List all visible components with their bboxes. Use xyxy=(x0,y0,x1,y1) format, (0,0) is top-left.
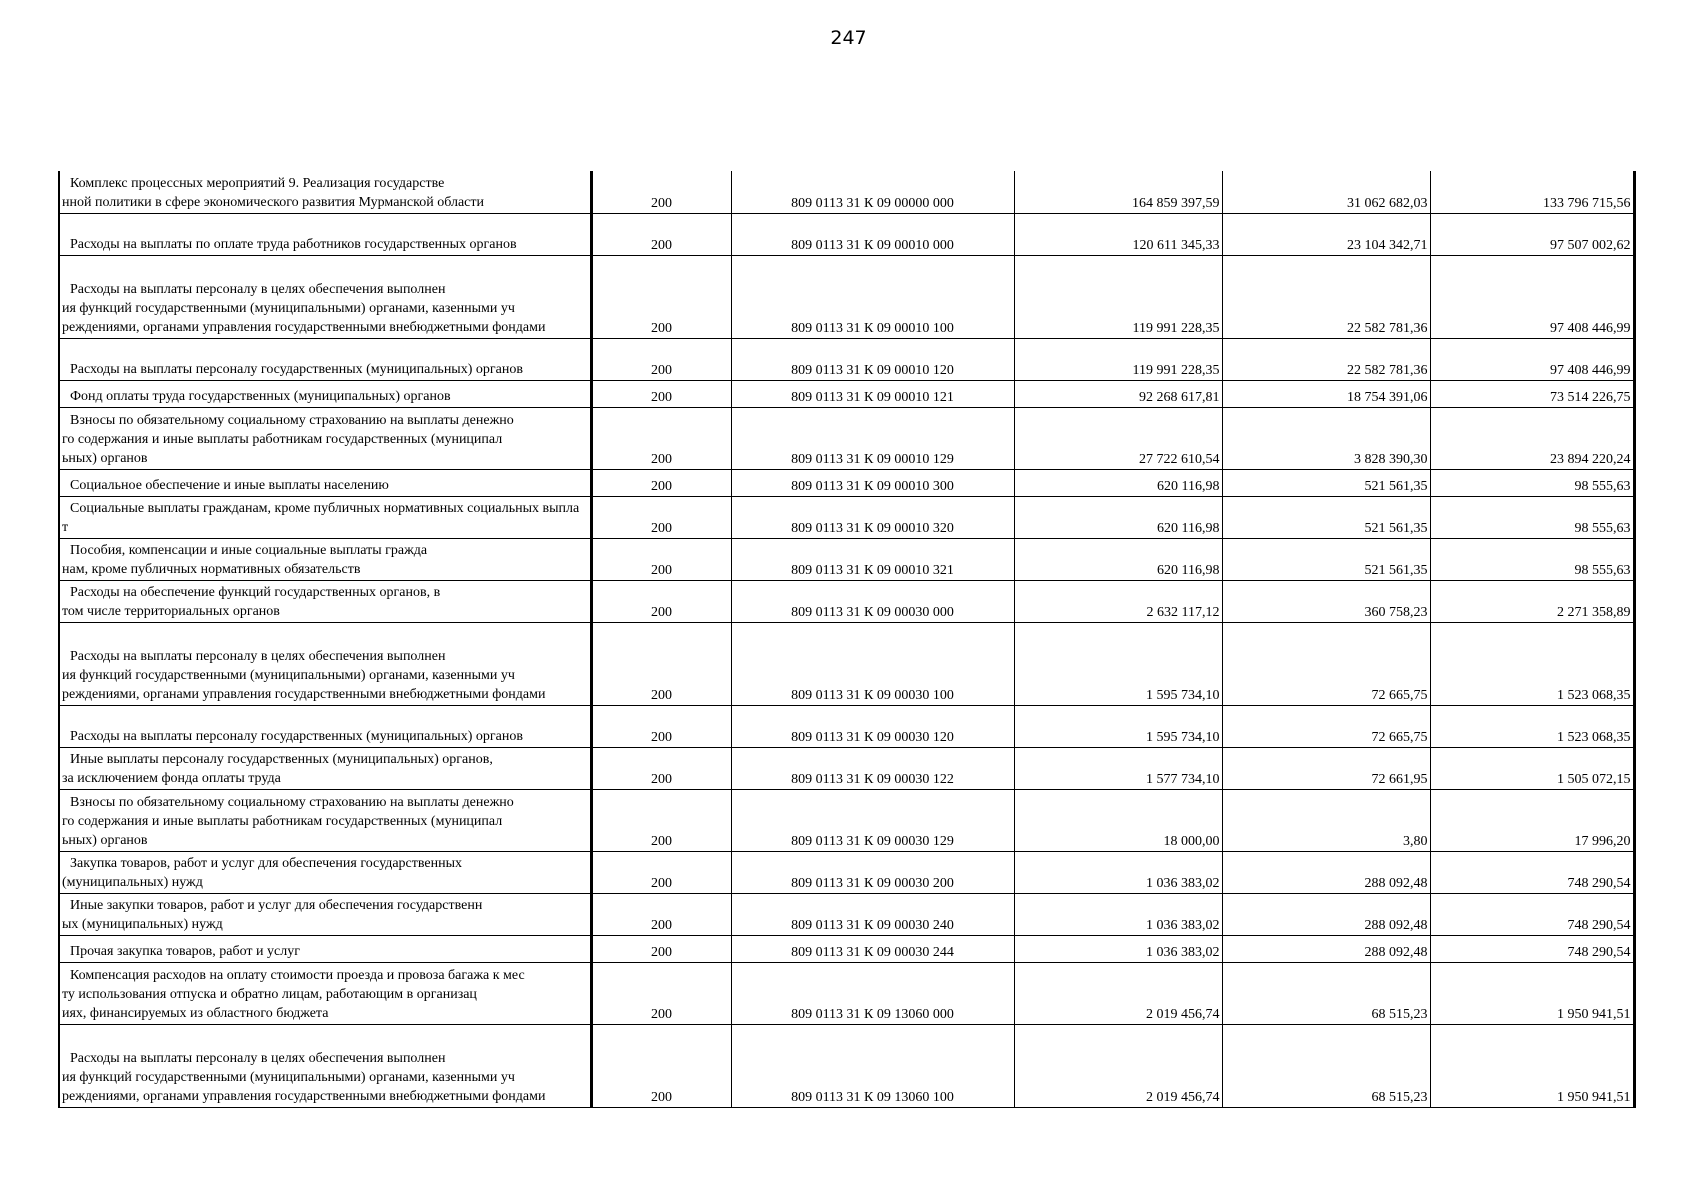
table-row xyxy=(59,705,1634,747)
admin-code: 200 xyxy=(591,962,731,1024)
executed-amount: 72 661,95 xyxy=(1222,747,1430,789)
row-name-cell xyxy=(59,935,591,962)
row-name-cell xyxy=(59,255,591,338)
budget-classification-code: 809 0113 31 К 09 00010 129 xyxy=(731,407,1014,469)
table-row xyxy=(59,789,1634,851)
unexecuted-amount: 73 514 226,75 xyxy=(1430,380,1634,407)
executed-amount: 22 582 781,36 xyxy=(1222,255,1430,338)
table-row xyxy=(59,469,1634,496)
executed-amount: 521 561,35 xyxy=(1222,469,1430,496)
row-name: Прочая закупка товаров, работ и услуг xyxy=(70,943,300,959)
unexecuted-amount: 1 950 941,51 xyxy=(1430,1024,1634,1107)
approved-amount: 1 036 383,02 xyxy=(1014,851,1222,893)
unexecuted-amount: 97 507 002,62 xyxy=(1430,213,1634,255)
row-name: Расходы на выплаты персоналу государственных (муниципальных) органов xyxy=(70,728,523,744)
unexecuted-amount: 1 950 941,51 xyxy=(1430,962,1634,1024)
page-number: 247 xyxy=(830,27,867,49)
table-row xyxy=(59,851,1634,893)
row-name-cell xyxy=(59,380,591,407)
table-row xyxy=(59,580,1634,622)
approved-amount: 119 991 228,35 xyxy=(1014,255,1222,338)
row-name: Взносы по обязательному социальному страхованию на выплаты денежно го содержания и иные выплаты работникам государственных (муниципал ьных) органов xyxy=(62,794,514,848)
admin-code: 200 xyxy=(591,407,731,469)
admin-code: 200 xyxy=(591,622,731,705)
table-row xyxy=(59,213,1634,255)
table-row xyxy=(59,935,1634,962)
table-row xyxy=(59,893,1634,935)
row-name: Расходы на выплаты по оплате труда работников государственных органов xyxy=(70,236,517,252)
row-name: Компенсация расходов на оплату стоимости проезда и провоза багажа к мес ту использования отпуска и обратно лицам, работающим в организац иях, финансируемых из областного бюджета xyxy=(62,967,525,1021)
row-name-cell xyxy=(59,496,591,538)
row-name-cell xyxy=(59,705,591,747)
unexecuted-amount: 2 271 358,89 xyxy=(1430,580,1634,622)
table-row xyxy=(59,622,1634,705)
approved-amount: 1 595 734,10 xyxy=(1014,705,1222,747)
table-row xyxy=(59,255,1634,338)
executed-amount: 3 828 390,30 xyxy=(1222,407,1430,469)
approved-amount: 92 268 617,81 xyxy=(1014,380,1222,407)
budget-classification-code: 809 0113 31 К 09 00010 000 xyxy=(731,213,1014,255)
unexecuted-amount: 1 523 068,35 xyxy=(1430,622,1634,705)
row-name-cell xyxy=(59,213,591,255)
executed-amount: 3,80 xyxy=(1222,789,1430,851)
budget-classification-code: 809 0113 31 К 09 00030 240 xyxy=(731,893,1014,935)
approved-amount: 120 611 345,33 xyxy=(1014,213,1222,255)
row-name-cell xyxy=(59,171,591,213)
unexecuted-amount: 748 290,54 xyxy=(1430,851,1634,893)
executed-amount: 22 582 781,36 xyxy=(1222,338,1430,380)
budget-classification-code: 809 0113 31 К 09 00000 000 xyxy=(731,171,1014,213)
budget-classification-code: 809 0113 31 К 09 00010 120 xyxy=(731,338,1014,380)
row-name-cell xyxy=(59,851,591,893)
admin-code: 200 xyxy=(591,380,731,407)
budget-classification-code: 809 0113 31 К 09 00010 321 xyxy=(731,538,1014,580)
table-row xyxy=(59,496,1634,538)
executed-amount: 18 754 391,06 xyxy=(1222,380,1430,407)
unexecuted-amount: 98 555,63 xyxy=(1430,538,1634,580)
approved-amount: 620 116,98 xyxy=(1014,469,1222,496)
row-name: Закупка товаров, работ и услуг для обеспечения государственных (муниципальных) нужд xyxy=(62,855,463,890)
row-name: Расходы на выплаты персоналу в целях обеспечения выполнен ия функций государственными (муниципальными) органами, казенными уч реждениями, органами управления государственными внебюджетными фондами xyxy=(62,648,546,702)
row-name-cell xyxy=(59,622,591,705)
admin-code: 200 xyxy=(591,469,731,496)
table-row xyxy=(59,747,1634,789)
admin-code: 200 xyxy=(591,255,731,338)
admin-code: 200 xyxy=(591,538,731,580)
row-name: Расходы на обеспечение функций государственных органов, в том числе территориальных органов xyxy=(62,584,441,619)
table-row xyxy=(59,338,1634,380)
row-name-cell xyxy=(59,338,591,380)
budget-classification-code: 809 0113 31 К 09 13060 000 xyxy=(731,962,1014,1024)
unexecuted-amount: 1 523 068,35 xyxy=(1430,705,1634,747)
approved-amount: 620 116,98 xyxy=(1014,496,1222,538)
row-name: Взносы по обязательному социальному страхованию на выплаты денежно го содержания и иные выплаты работникам государственных (муниципал ьных) органов xyxy=(62,412,514,466)
budget-classification-code: 809 0113 31 К 09 00030 129 xyxy=(731,789,1014,851)
unexecuted-amount: 98 555,63 xyxy=(1430,496,1634,538)
row-name: Социальное обеспечение и иные выплаты населению xyxy=(70,477,389,493)
unexecuted-amount: 97 408 446,99 xyxy=(1430,255,1634,338)
row-name: Пособия, компенсации и иные социальные выплаты гражда нам, кроме публичных нормативных обязательств xyxy=(62,542,428,577)
unexecuted-amount: 98 555,63 xyxy=(1430,469,1634,496)
admin-code: 200 xyxy=(591,705,731,747)
unexecuted-amount: 748 290,54 xyxy=(1430,893,1634,935)
executed-amount: 72 665,75 xyxy=(1222,705,1430,747)
approved-amount: 164 859 397,59 xyxy=(1014,171,1222,213)
unexecuted-amount: 23 894 220,24 xyxy=(1430,407,1634,469)
row-name-cell xyxy=(59,538,591,580)
budget-execution-table xyxy=(58,171,1636,1108)
table-row xyxy=(59,171,1634,213)
budget-classification-code: 809 0113 31 К 09 00030 122 xyxy=(731,747,1014,789)
row-name: Социальные выплаты гражданам, кроме публичных нормативных социальных выпла т xyxy=(62,500,580,535)
executed-amount: 288 092,48 xyxy=(1222,935,1430,962)
budget-classification-code: 809 0113 31 К 09 00010 320 xyxy=(731,496,1014,538)
row-name: Расходы на выплаты персоналу в целях обеспечения выполнен ия функций государственными (муниципальными) органами, казенными уч реждениями, органами управления государственными внебюджетными фондами xyxy=(62,281,546,335)
row-name-cell xyxy=(59,747,591,789)
table-row xyxy=(59,538,1634,580)
budget-classification-code: 809 0113 31 К 09 00030 000 xyxy=(731,580,1014,622)
admin-code: 200 xyxy=(591,789,731,851)
row-name: Расходы на выплаты персоналу в целях обеспечения выполнен ия функций государственными (муниципальными) органами, казенными уч реждениями, органами управления государственными внебюджетными фондами xyxy=(62,1050,546,1104)
row-name-cell xyxy=(59,469,591,496)
row-name-cell xyxy=(59,1024,591,1107)
executed-amount: 288 092,48 xyxy=(1222,851,1430,893)
admin-code: 200 xyxy=(591,747,731,789)
executed-amount: 72 665,75 xyxy=(1222,622,1430,705)
executed-amount: 521 561,35 xyxy=(1222,538,1430,580)
admin-code: 200 xyxy=(591,580,731,622)
executed-amount: 68 515,23 xyxy=(1222,962,1430,1024)
admin-code: 200 xyxy=(591,851,731,893)
table-row xyxy=(59,407,1634,469)
admin-code: 200 xyxy=(591,1024,731,1107)
budget-classification-code: 809 0113 31 К 09 00010 300 xyxy=(731,469,1014,496)
table-row xyxy=(59,1024,1634,1107)
admin-code: 200 xyxy=(591,893,731,935)
approved-amount: 2 632 117,12 xyxy=(1014,580,1222,622)
row-name: Комплекс процессных мероприятий 9. Реализация государстве нной политики в сфере экономического развития Мурманской области xyxy=(62,175,484,210)
unexecuted-amount: 97 408 446,99 xyxy=(1430,338,1634,380)
row-name: Иные выплаты персоналу государственных (муниципальных) органов, за исключением фонда оплаты труда xyxy=(62,751,493,786)
row-name: Иные закупки товаров, работ и услуг для обеспечения государственн ых (муниципальных) нужд xyxy=(62,897,483,932)
executed-amount: 360 758,23 xyxy=(1222,580,1430,622)
unexecuted-amount: 748 290,54 xyxy=(1430,935,1634,962)
approved-amount: 1 577 734,10 xyxy=(1014,747,1222,789)
executed-amount: 521 561,35 xyxy=(1222,496,1430,538)
admin-code: 200 xyxy=(591,935,731,962)
executed-amount: 31 062 682,03 xyxy=(1222,171,1430,213)
approved-amount: 18 000,00 xyxy=(1014,789,1222,851)
row-name-cell xyxy=(59,407,591,469)
approved-amount: 27 722 610,54 xyxy=(1014,407,1222,469)
table-row xyxy=(59,380,1634,407)
budget-classification-code: 809 0113 31 К 09 00010 121 xyxy=(731,380,1014,407)
table-row xyxy=(59,962,1634,1024)
budget-classification-code: 809 0113 31 К 09 13060 100 xyxy=(731,1024,1014,1107)
budget-classification-code: 809 0113 31 К 09 00030 120 xyxy=(731,705,1014,747)
approved-amount: 1 036 383,02 xyxy=(1014,935,1222,962)
approved-amount: 2 019 456,74 xyxy=(1014,962,1222,1024)
approved-amount: 620 116,98 xyxy=(1014,538,1222,580)
executed-amount: 288 092,48 xyxy=(1222,893,1430,935)
row-name-cell xyxy=(59,789,591,851)
row-name: Фонд оплаты труда государственных (муниципальных) органов xyxy=(70,388,451,404)
unexecuted-amount: 1 505 072,15 xyxy=(1430,747,1634,789)
approved-amount: 1 595 734,10 xyxy=(1014,622,1222,705)
executed-amount: 68 515,23 xyxy=(1222,1024,1430,1107)
approved-amount: 119 991 228,35 xyxy=(1014,338,1222,380)
row-name: Расходы на выплаты персоналу государственных (муниципальных) органов xyxy=(70,361,523,377)
approved-amount: 2 019 456,74 xyxy=(1014,1024,1222,1107)
row-name-cell xyxy=(59,580,591,622)
budget-classification-code: 809 0113 31 К 09 00030 244 xyxy=(731,935,1014,962)
admin-code: 200 xyxy=(591,171,731,213)
unexecuted-amount: 17 996,20 xyxy=(1430,789,1634,851)
budget-classification-code: 809 0113 31 К 09 00010 100 xyxy=(731,255,1014,338)
admin-code: 200 xyxy=(591,496,731,538)
approved-amount: 1 036 383,02 xyxy=(1014,893,1222,935)
row-name-cell xyxy=(59,962,591,1024)
budget-classification-code: 809 0113 31 К 09 00030 100 xyxy=(731,622,1014,705)
unexecuted-amount: 133 796 715,56 xyxy=(1430,171,1634,213)
executed-amount: 23 104 342,71 xyxy=(1222,213,1430,255)
budget-classification-code: 809 0113 31 К 09 00030 200 xyxy=(731,851,1014,893)
admin-code: 200 xyxy=(591,338,731,380)
row-name-cell xyxy=(59,893,591,935)
admin-code: 200 xyxy=(591,213,731,255)
